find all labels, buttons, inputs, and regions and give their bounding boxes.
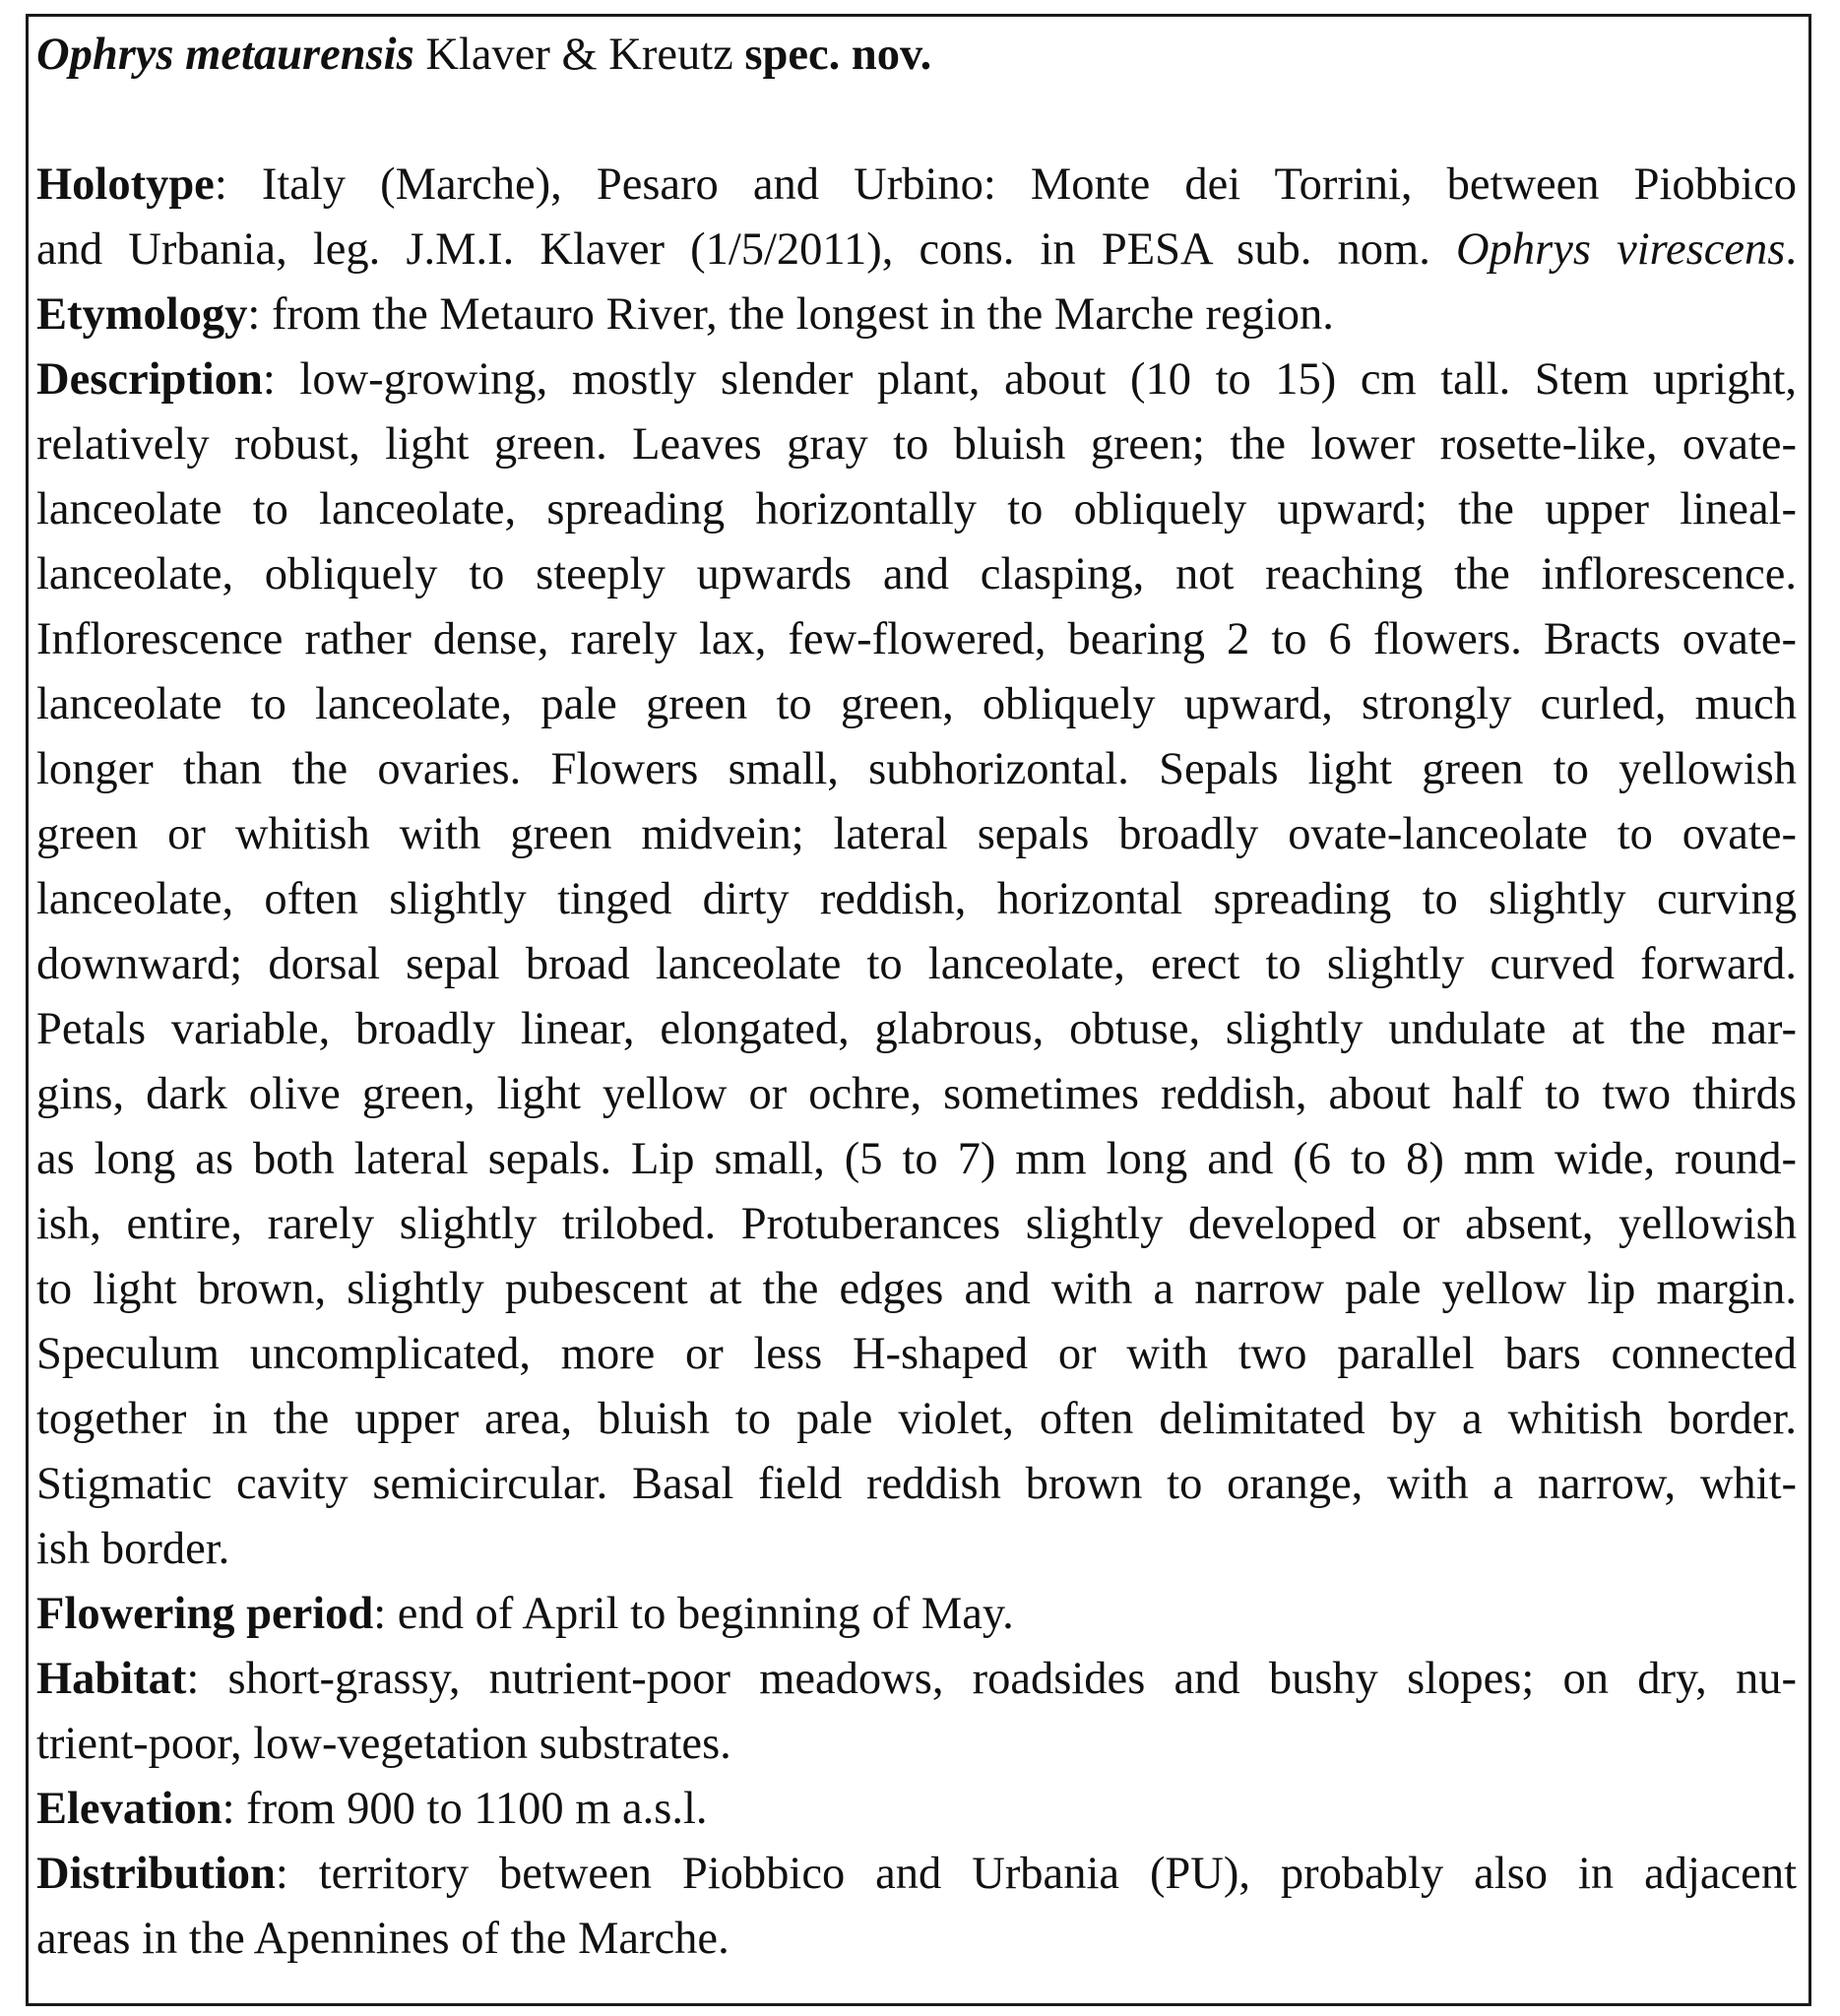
etymology-text: : from the Metauro River, the longest in the Marche region. [247, 289, 1334, 340]
habitat-line-2: trient-poor, low-vegetation substrates. [36, 1719, 731, 1769]
elevation-text: : from 900 to 1100 m a.s.l. [222, 1784, 708, 1834]
distribution-text-1: : territory between Piobbico and Urbania (PU), probably also in adjacent [275, 1849, 1797, 1899]
habitat-label: Habitat [36, 1654, 187, 1704]
description-line-first [36, 347, 1797, 412]
description-line: green or whitish with green midvein; lateral sepals broadly ovate-lanceolate to ovate- [36, 809, 1797, 859]
description-line: gins, dark olive green, light yellow or ochre, sometimes reddish, about half to two thirds [36, 1069, 1797, 1119]
description-line-last: ish border. [36, 1524, 230, 1574]
title-spacer [36, 88, 1797, 153]
description-line: Inflorescence rather dense, rarely lax, few-flowered, bearing 2 to 6 flowers. Bracts ovate- [36, 614, 1797, 664]
distribution-line-2: areas in the Apennines of the Marche. [36, 1914, 730, 1964]
distribution-label: Distribution [36, 1849, 276, 1899]
flowering-line [36, 1582, 1797, 1647]
holotype-synonym: Ophrys virescens [1456, 224, 1786, 275]
habitat-line-1 [36, 1647, 1797, 1712]
description-label: Description [36, 354, 263, 405]
description-line: Speculum uncomplicated, more or less H-shaped or with two parallel bars connected [36, 1329, 1797, 1379]
description-line: ish, entire, rarely slightly trilobed. Protuberances slightly developed or absent, yellowish [36, 1199, 1797, 1249]
description-line: together in the upper area, bluish to pale violet, often delimitated by a whitish border. [36, 1394, 1797, 1444]
description-line: longer than the ovaries. Flowers small, subhorizontal. Sepals light green to yellowish [36, 744, 1797, 794]
elevation-label: Elevation [36, 1784, 222, 1834]
description-line: to light brown, slightly pubescent at the edges and with a narrow pale yellow lip margin. [36, 1264, 1797, 1314]
etymology-label: Etymology [36, 289, 248, 340]
description-line: Stigmatic cavity semicircular. Basal field reddish brown to orange, with a narrow, whit- [36, 1459, 1797, 1509]
description-text-first: : low-growing, mostly slender plant, about (10 to 15) cm tall. Stem upright, [262, 354, 1797, 405]
species-description-box [26, 14, 1811, 2006]
description-line: as long as both lateral sepals. Lip small, (5 to 7) mm long and (6 to 8) mm wide, round- [36, 1134, 1797, 1184]
description-line: lanceolate to lanceolate, pale green to green, obliquely upward, strongly curled, much [36, 679, 1797, 729]
flowering-text: : end of April to beginning of May. [373, 1589, 1014, 1639]
holotype-text-2-end: . [1785, 224, 1797, 275]
holotype-label: Holotype [36, 159, 215, 210]
species-name: Ophrys metaurensis [36, 30, 414, 80]
description-line: downward; dorsal sepal broad lanceolate to lanceolate, erect to slightly curved forward. [36, 939, 1797, 989]
holotype-line-1 [36, 153, 1797, 218]
species-title-line [36, 23, 1797, 88]
description-line: lanceolate, often slightly tinged dirty reddish, horizontal spreading to slightly curving [36, 874, 1797, 924]
holotype-text-1: : Italy (Marche), Pesaro and Urbino: Monte dei Torrini, between Piobbico [214, 159, 1797, 210]
elevation-line [36, 1777, 1797, 1842]
description-line: Petals variable, broadly linear, elongated, glabrous, obtuse, slightly undulate at the mar- [36, 1004, 1797, 1054]
description-line: lanceolate, obliquely to steeply upwards and clasping, not reaching the inflorescence. [36, 549, 1797, 599]
holotype-line-2 [36, 218, 1797, 283]
holotype-text-2: and Urbania, leg. J.M.I. Klaver (1/5/2011), cons. in PESA sub. nom. [36, 224, 1457, 275]
etymology-line [36, 283, 1797, 347]
species-status: spec. nov. [744, 30, 932, 80]
habitat-text-1: : short-grassy, nutrient-poor meadows, roadsides and bushy slopes; on dry, nu- [186, 1654, 1797, 1704]
description-line: lanceolate to lanceolate, spreading horizontally to obliquely upward; the upper lineal- [36, 484, 1797, 535]
flowering-label: Flowering period [36, 1589, 374, 1639]
description-line: relatively robust, light green. Leaves gray to bluish green; the lower rosette-like, ovate- [36, 419, 1797, 470]
distribution-line-1 [36, 1842, 1797, 1907]
species-authors: Klaver & Kreutz [413, 30, 745, 80]
